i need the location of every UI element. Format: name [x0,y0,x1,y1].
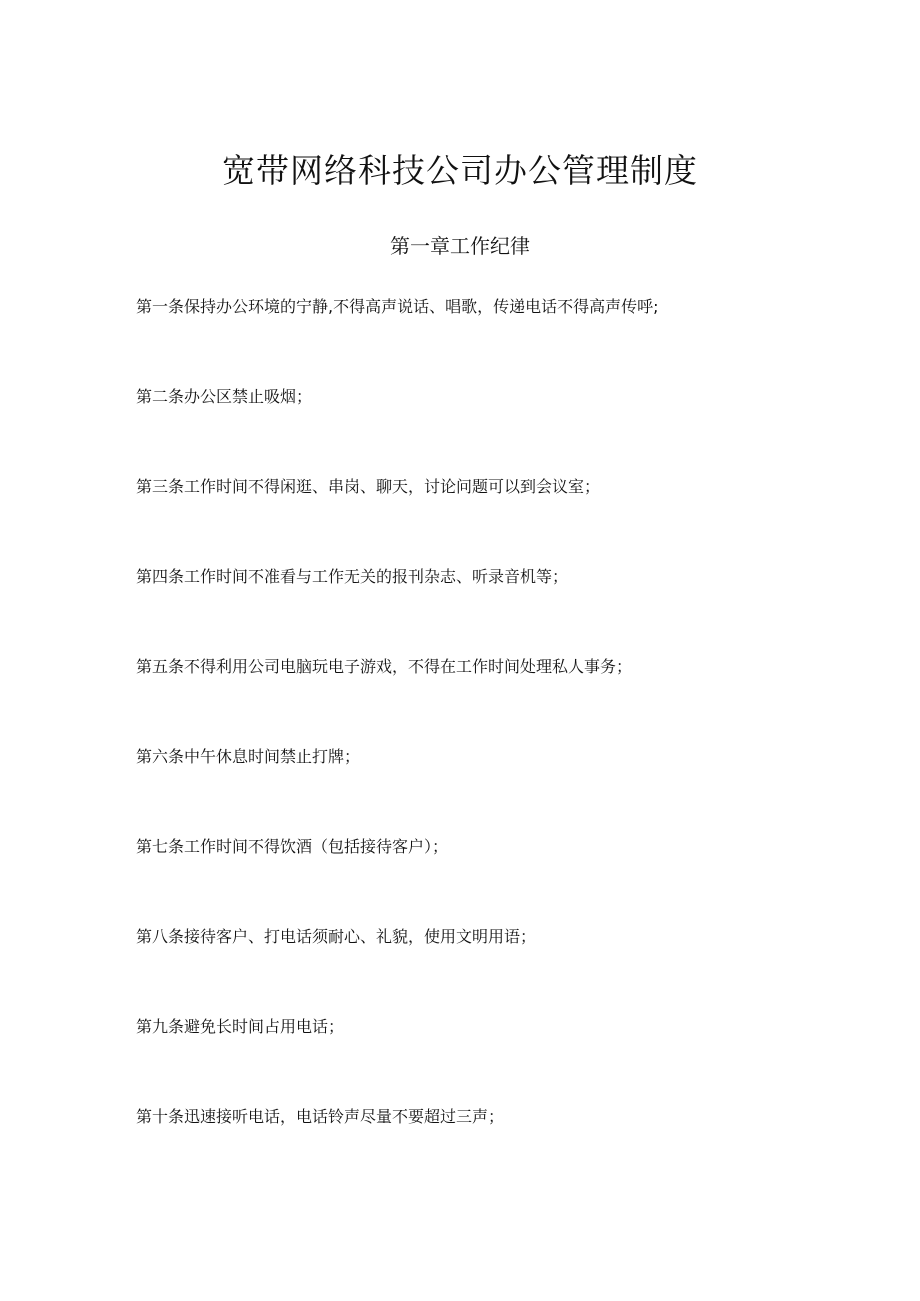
article-3: 第三条工作时间不得闲逛、串岗、聊天，讨论问题可以到会议室； [136,477,601,496]
article-list [136,292,836,1192]
document-title: 宽带网络科技公司办公管理制度 [222,151,698,190]
article-5: 第五条不得利用公司电脑玩电子游戏，不得在工作时间处理私人事务； [136,657,633,676]
article-8: 第八条接待客户、打电话须耐心、礼貌，使用文明用语； [136,927,537,946]
article-7: 第七条工作时间不得饮酒（包括接待客户）； [136,837,449,856]
article-4: 第四条工作时间不准看与工作无关的报刊杂志、听录音机等； [136,567,569,586]
article-9: 第九条避免长时间占用电话； [136,1017,345,1036]
chapter-title: 第一章工作纪律 [390,234,530,258]
article-2: 第二条办公区禁止吸烟； [136,387,313,406]
article-1: 第一条保持办公环境的宁静,不得高声说话、唱歌，传递电话不得高声传呼; [136,297,659,316]
article-6: 第六条中午休息时间禁止打牌； [136,747,361,766]
article-10: 第十条迅速接听电话，电话铃声尽量不要超过三声； [136,1107,505,1126]
